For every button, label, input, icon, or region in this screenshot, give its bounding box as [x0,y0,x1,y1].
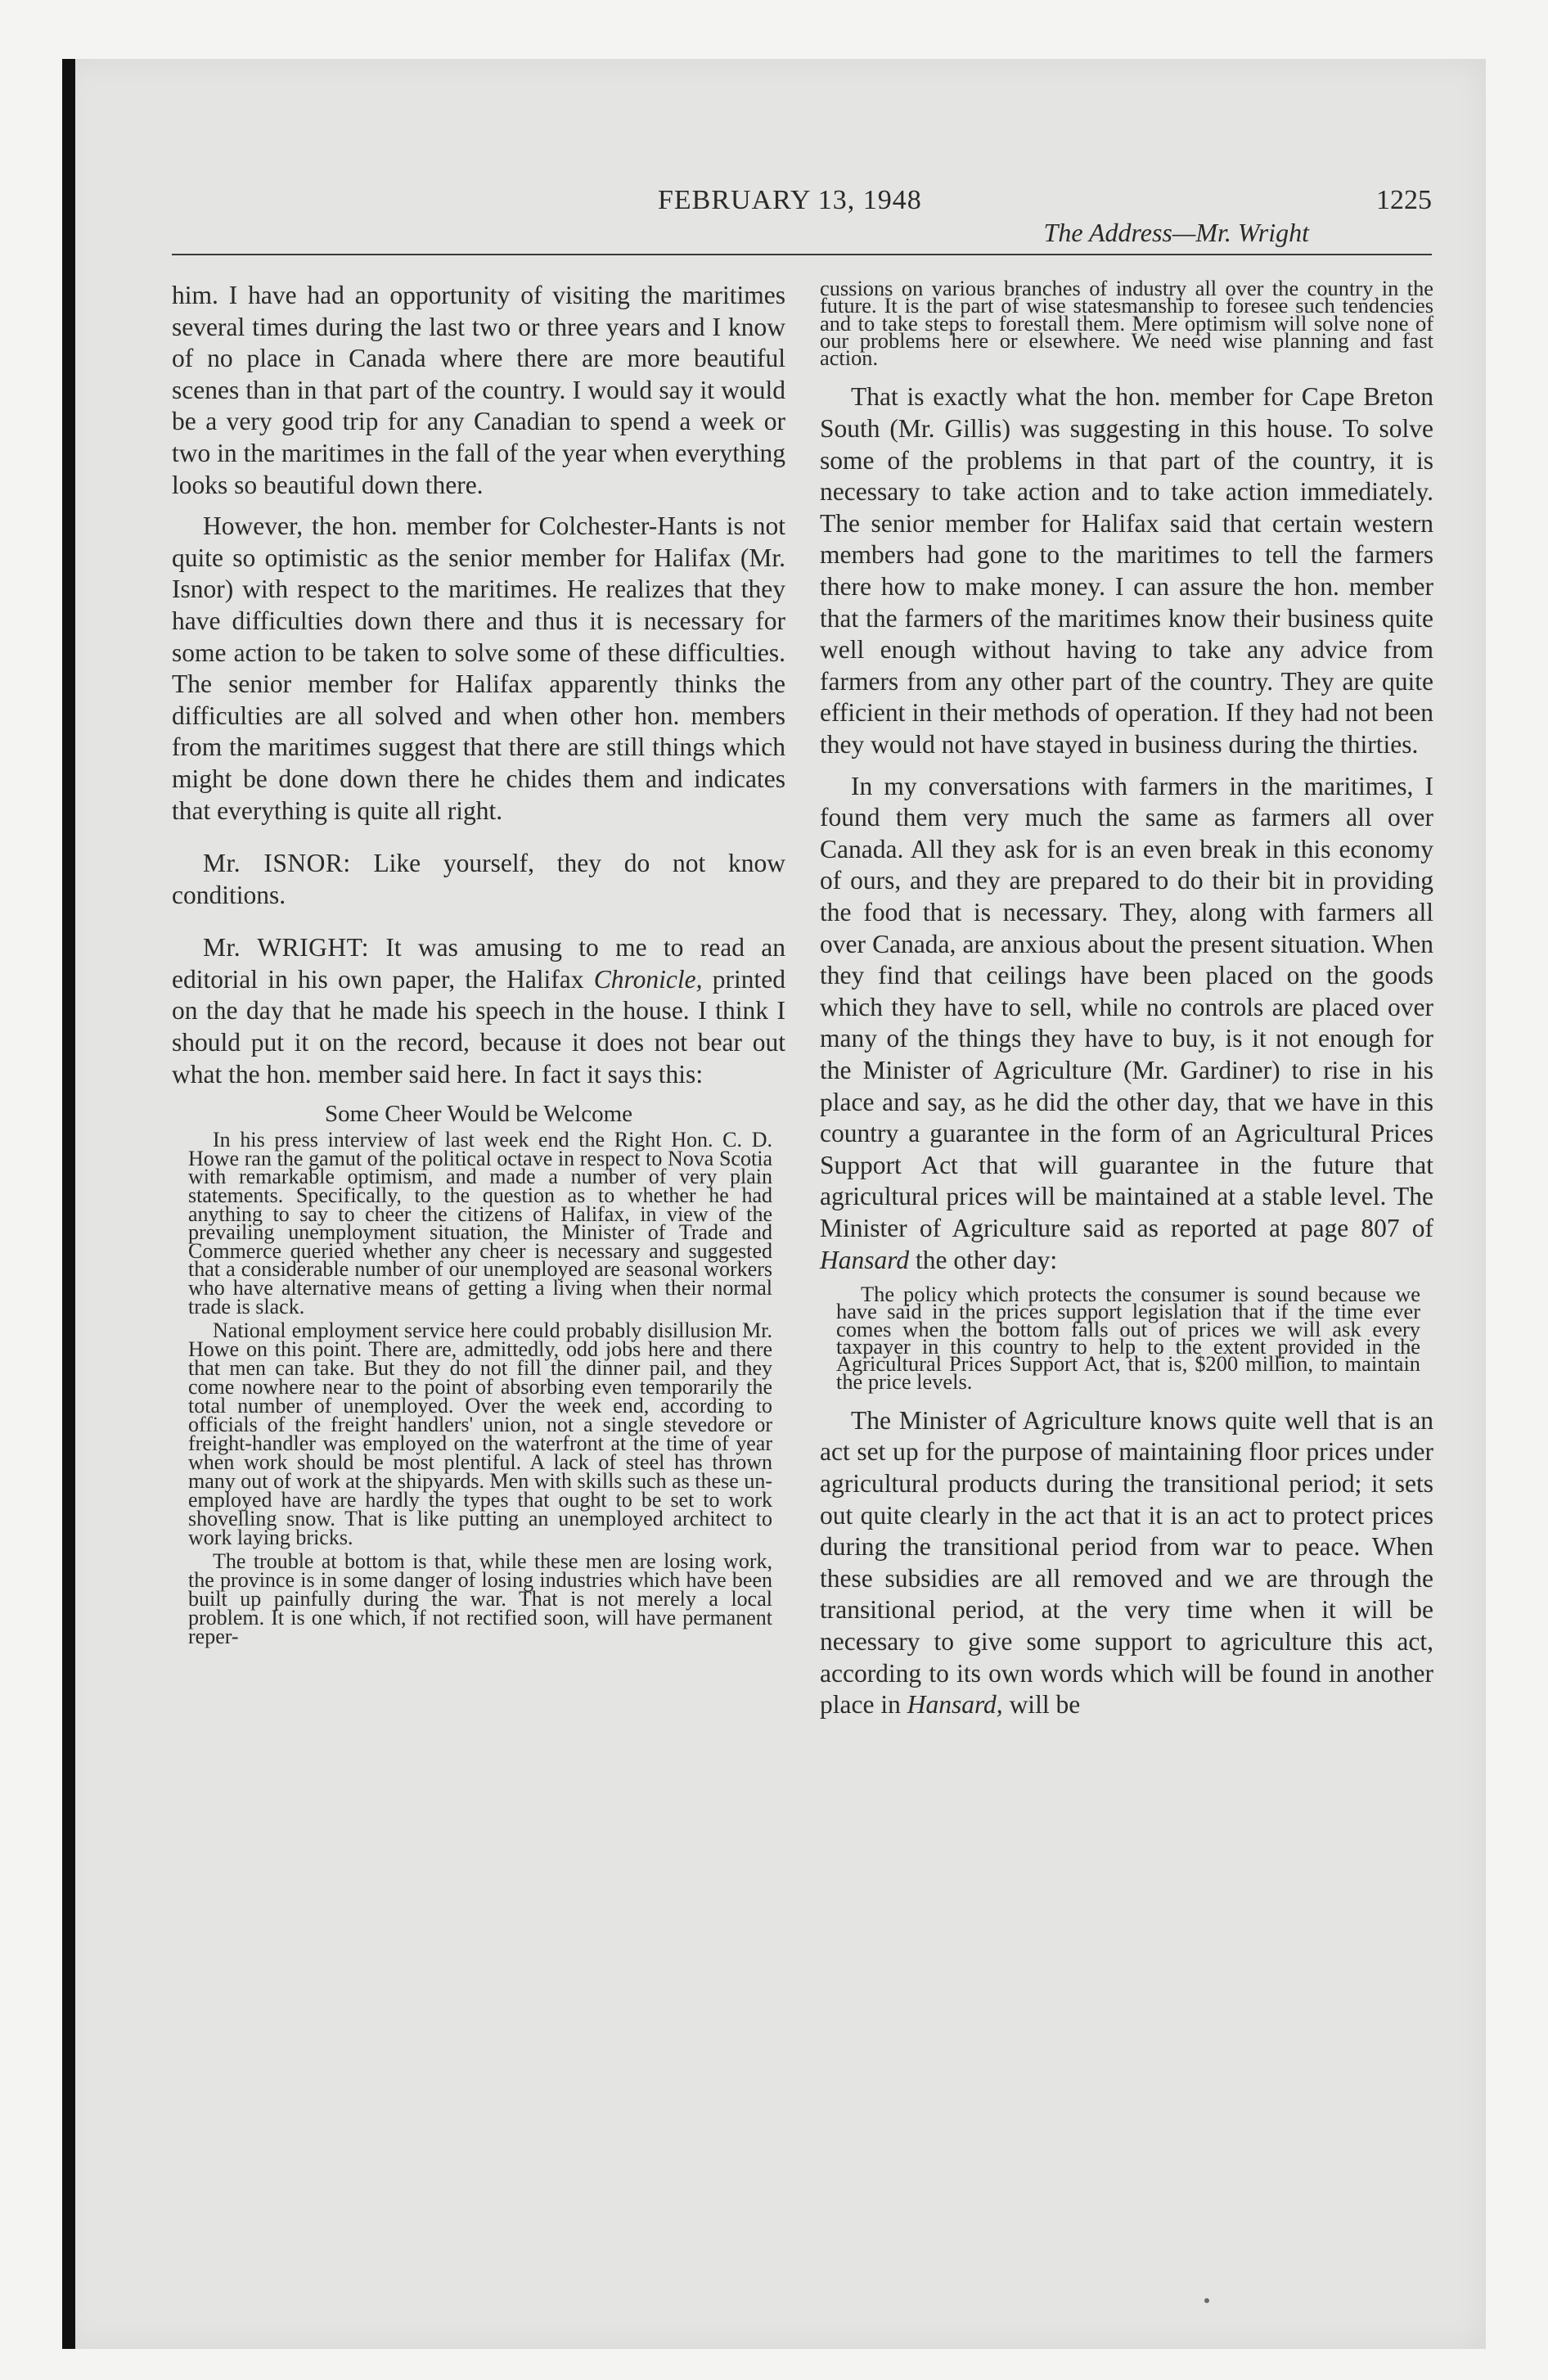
ink-speck [1204,2298,1209,2303]
speech-text: Like yourself, they do not know conditions. [172,849,786,909]
quoted-paragraph: The trouble at bottom is that, while these men are losing work, the province is in some danger of losing industries which have been built up painfully during the war. That is not merely a local problem. It is one which, if not rectified soon, will have permanent reper- [188,1549,772,1649]
publication-title: Hansard, [907,1690,1003,1720]
newspaper-title: Chronicle, [593,964,703,994]
page-header [172,178,1432,257]
paragraph: However, the hon. member for Colchester-Hants is not quite so optimistic as the senior member for Halifax (Mr. Isnor) with respect to the maritimes. He realizes that they have difficulties down there and thus it is necessary for some action to be taken to solve some of these difficulties. The senior member for Halifax apparently thinks the difficulties are all solved and when other hon. members from the maritimes suggest that there are still things which might be done down there he chides them and indicates that everything is quite all right. [172,512,785,825]
quoted-paragraph: The policy which protects the consumer is sound because we have said in the prices support legislation that if the time ever comes when the bottom falls out of prices we will ask every taxpayer in this country to help to the extent provided in the Agricultural Prices Support Act, that is, $200 million, to maintain the price levels. [836,1282,1420,1394]
page-number: 1225 [1376,185,1432,215]
binding-edge [62,59,75,2349]
paragraph-text: will be [1009,1690,1081,1720]
quoted-paragraph-continued: cussions on various branches of industry all over the country in the future. It is the part of wise statesmanship to foresee such tendencies and to take steps to forestall them. Mere optimism will solve none of our problems here or elsewhere. We need wise planning and fast action. [820,276,1433,371]
quote-heading: Some Cheer Would be Welcome [324,1101,632,1128]
publication-title: Hansard [820,1245,910,1274]
speech-isnor [172,848,785,911]
paragraph [820,771,1433,1277]
speech-text: printed on the day that he made his speech in the house. I think I should put it on the record, because it does not bear out what the hon. member said here. In fact it says this: [172,964,785,1089]
quoted-paragraph: In his press interview of last week end the Right Hon. C. D. Howe ran the gamut of the political octave in respect to Nova Scotia with remarkable optimism, and made a number of very plain statements. Specifically, to the question as to whether he had anything to say to cheer the citizens of Halifax, in view of the prevailing unemployment situation, the Minister of Trade and Commerce queried whether any cheer is necessary and suggested that a considerable number of our unemployed are seasonal workers who have alternative means of getting a living when their normal trade is slack. [188,1128,772,1318]
paragraph: him. I have had an opportunity of visiting the maritimes several times during the last two or three years and I know of no place in Canada where there are more beautiful scenes than in that part of the country. I would say it would be a very good trip for any Canadian to spend a week or two in the maritimes in the fall of the year when everything looks so beautiful down there. [172,281,785,499]
speech-wright [172,932,785,1090]
header-rule [172,254,1432,255]
speaker-name: Mr. WRIGHT: [203,933,370,962]
quoted-paragraph: National employment service here could probably disillusion Mr. Howe on this point. There are, admittedly, odd jobs here and there that men can take. But they do not fill the dinner pail, and they come nowhere near to the point of absorbing even temporarily the total number of unemployed. Over the week end, according to officials of the freight handlers' union, not a single stevedore or freight-handler was employed on the waterfront at the time of year when work should be most plentiful. A lack of steel has thrown many out of work at the shipyards. Men with skills such as these unemployed have are hardly the types that ought to be set to work shovelling snow. That is like putting an unemployed architect to work laying bricks. [188,1318,772,1550]
paragraph-text: In my conversations with farmers in the maritimes, I found them very much the same as farmers all over Canada. All they ask for is an even break in this economy of ours, and they are prepared to do their bit in providing the food that is necessary. They, along with farmers all over Canada, are anxious about the present situation. When they find that ceilings have been placed on the goods which they have to sell, while no controls are placed over many of the things they have to buy, is it not enough for the Minister of Agriculture (Mr. Gardiner) to rise in his place and say, as he did the other day, that we have in this country a guarantee in the form of an Agricultural Prices Support Act that will guarantee in the future that agricultural prices will be maintained at a stable level. The Minister of Agriculture said as reported at page 807 of [820,771,1433,1242]
speech-text: It was amusing to me to read an editorial in his own paper, the Halifax [172,933,786,994]
header-date: FEBRUARY 13, 1948 [658,185,922,215]
right-column [820,276,1433,1731]
speaker-name: Mr. ISNOR: [203,849,351,878]
paragraph-text: The Minister of Agriculture knows quite well that is an act set up for the purpose of maintaining floor prices under agricultural products during the transitional period; it sets out quite clearly in the act that it is an act to protect prices during the transitional period from war to peace. When these subsidies are all removed and we are through the transitional period, at the very time when it will be necessary to give some support to agriculture this act, according to its own words which will be found in another place in [820,1405,1433,1720]
paragraph: That is exactly what the hon. member for Cape Breton South (Mr. Gillis) was suggesting in this house. To solve some of the problems in that part of the country, it is necessary to take action and to take action immediately. The senior member for Halifax said that certain western members had gone to the maritimes to tell the farmers there how to make money. I can assure the hon. member that the farmers of the maritimes know their business quite well enough without having to take any advice from farmers from any other part of the country. They are quite efficient in their methods of operation. If they had not been they would not have stayed in business during the thirties. [820,382,1433,760]
paragraph-text: the other day: [915,1245,1058,1274]
left-column [172,280,785,1651]
running-head: The Address—Mr. Wright [1043,218,1309,247]
paragraph [820,1405,1433,1721]
